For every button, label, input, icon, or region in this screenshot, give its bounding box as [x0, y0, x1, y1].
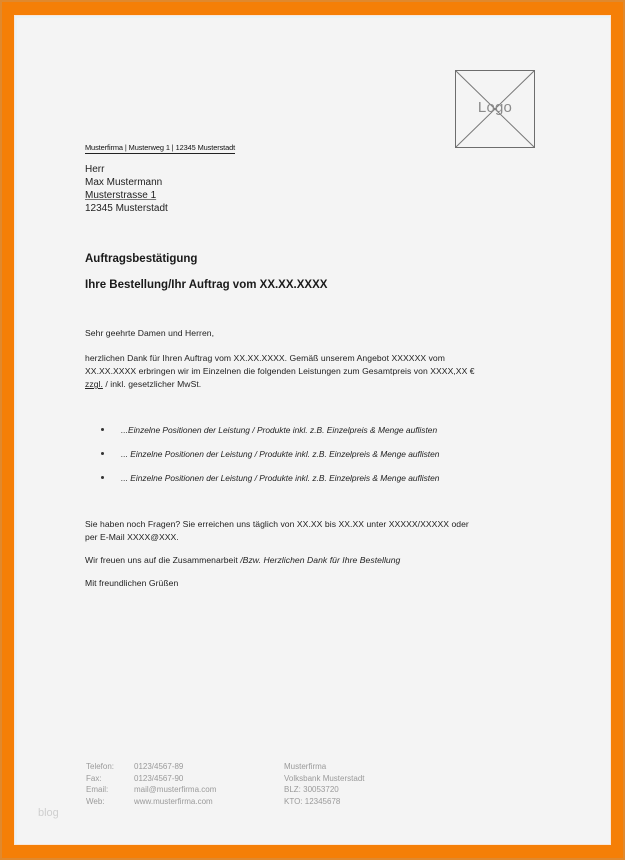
footer-label-fax: Fax:	[86, 773, 102, 783]
bullet-icon	[101, 452, 104, 455]
thanks-normal: Wir freuen uns auf die Zusammenarbeit	[85, 555, 241, 565]
intro-line-3	[85, 378, 475, 391]
bullet-icon	[101, 428, 104, 431]
position-text: ... Einzelne Positionen der Leistung / Produkte inkl. z.B. Einzelpreis & Menge auflisten	[121, 473, 440, 483]
letter-page	[14, 15, 611, 845]
intro-line-3-rest: / inkl. gesetzlicher MwSt.	[102, 379, 202, 389]
intro-paragraph	[85, 352, 475, 391]
footer-label-phone: Telefon:	[86, 762, 115, 771]
thanks-italic: /Bzw. Herzlichen Dank für Ihre Bestellung	[240, 555, 401, 565]
footer-fax: 0123/4567-90	[134, 773, 184, 783]
footer-contact-values	[134, 761, 216, 807]
recipient-address	[85, 163, 168, 215]
contact-paragraph	[85, 518, 469, 544]
footer-bank-name: Volksbank Musterstadt	[284, 773, 365, 783]
contact-line-2: per E-Mail XXXX@XXX.	[85, 532, 179, 542]
greeting: Sehr geehrte Damen und Herren,	[85, 328, 215, 338]
footer-bank-details	[284, 761, 364, 807]
recipient-city: 12345 Musterstadt	[85, 203, 168, 214]
footer-bank-company: Musterfirma	[284, 762, 327, 771]
intro-line-2: XX.XX.XXXX erbringen wir im Einzelnen die folgenden Leistungen zum Gesamtpreis von XXXX,XX €	[85, 366, 475, 376]
footer-email: mail@musterfirma.com	[134, 785, 217, 794]
position-text: ...Einzelne Positionen der Leistung / Produkte inkl. z.B. Einzelpreis & Menge auflisten	[121, 425, 438, 435]
footer-web: www.musterfirma.com	[134, 796, 213, 806]
recipient-street: Musterstrasse 1	[85, 190, 157, 201]
logo-placeholder	[455, 70, 535, 148]
thanks-paragraph	[85, 555, 400, 565]
closing: Mit freundlichen Grüßen	[85, 578, 179, 588]
bullet-icon	[101, 476, 104, 479]
recipient-name: Max Mustermann	[85, 177, 163, 188]
sender-line: Musterfirma | Musterweg 1 | 12345 Musterstadt	[85, 143, 236, 152]
intro-line-1: herzlichen Dank für Ihren Auftrag vom XX.XX.XXXX. Gemäß unserem Angebot XXXXXX vom	[85, 353, 445, 363]
position-text: ... Einzelne Positionen der Leistung / Produkte inkl. z.B. Einzelpreis & Menge auflisten	[121, 449, 440, 459]
footer-label-email: Email:	[86, 785, 109, 794]
intro-line-3-underlined: zzgl.	[85, 379, 103, 389]
document-heading: Auftragsbestätigung	[85, 253, 198, 265]
contact-line-1: Sie haben noch Fragen? Sie erreichen uns täglich von XX.XX bis XX.XX unter XXXXX/XXXXX oder	[85, 519, 469, 529]
footer-bank-blz: BLZ: 30053720	[284, 785, 339, 794]
recipient-salutation: Herr	[85, 164, 105, 175]
logo-label: Logo	[477, 99, 513, 116]
footer-label-web: Web:	[86, 796, 105, 806]
document-subheading: Ihre Bestellung/Ihr Auftrag vom XX.XX.XXXX	[85, 279, 328, 291]
footer-phone: 0123/4567-89	[134, 762, 184, 771]
watermark: blog	[38, 807, 59, 819]
footer-contact-labels	[86, 761, 114, 807]
footer-bank-kto: KTO: 12345678	[284, 796, 341, 806]
